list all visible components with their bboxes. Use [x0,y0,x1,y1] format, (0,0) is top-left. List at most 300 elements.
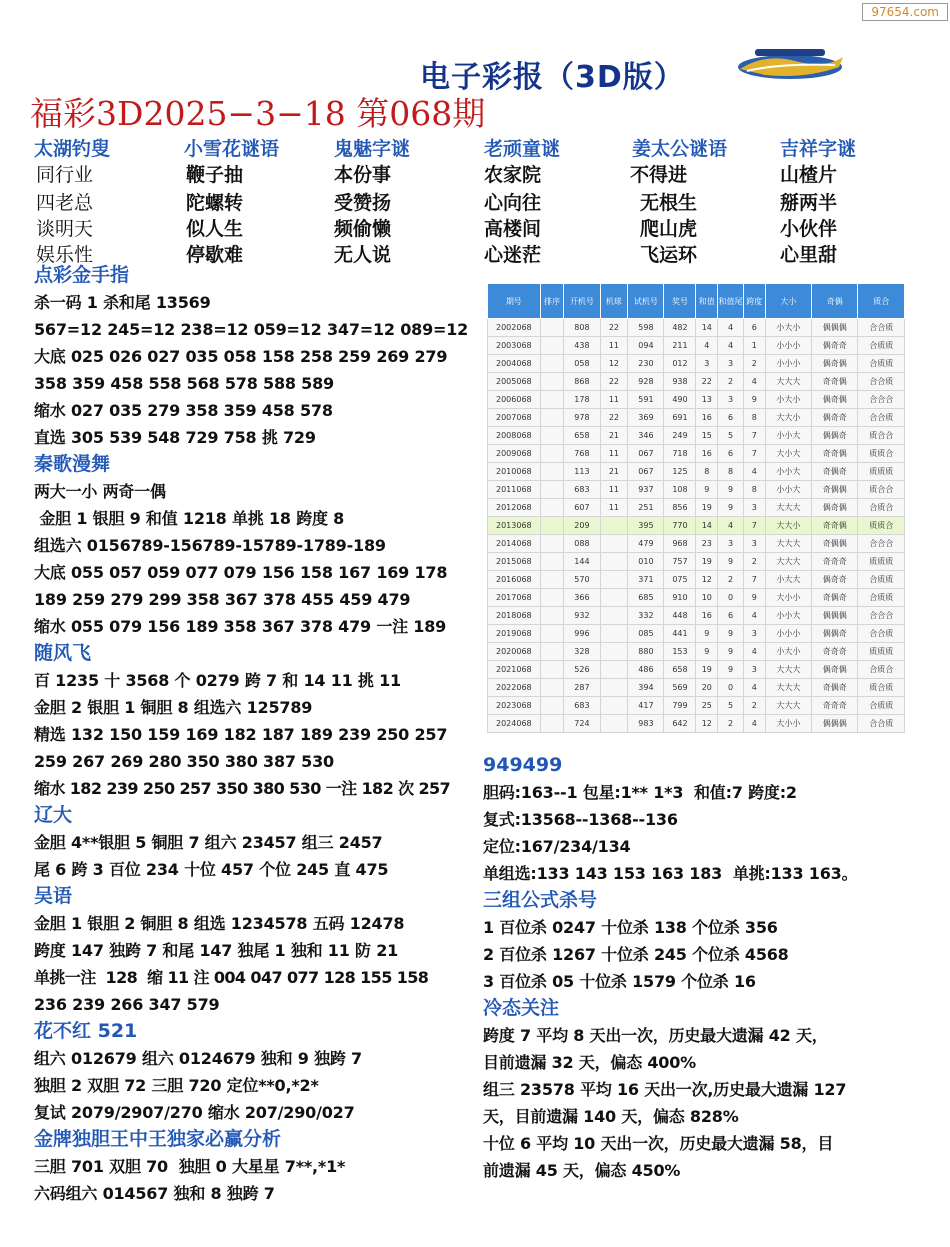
table-cell: 932 [564,607,600,625]
table-cell: 5 [718,427,744,445]
table-cell [600,571,628,589]
history-table [487,283,905,733]
table-cell: 21 [600,427,628,445]
table-cell: 209 [564,517,600,535]
riddle-cell: 鞭子抽 [186,164,244,186]
table-cell: 799 [664,697,696,715]
table-cell: 大小小 [765,715,811,733]
table-cell: 3 [696,355,718,373]
text-line: 跨度 7 平均 8 天出一次，历史最大遗漏 42 天， [483,1026,828,1045]
table-cell: 16 [696,607,718,625]
table-cell: 490 [664,391,696,409]
table-cell: 奇偶奇 [812,589,858,607]
table-cell: 658 [664,661,696,679]
text-line: 组六 012679 组六 0124679 独和 9 独跨 7 [34,1049,362,1068]
table-cell: 小小大 [765,607,811,625]
table-cell: 808 [564,319,600,337]
section-title: 花不红 521 [34,1020,138,1042]
table-cell: 偶奇奇 [812,337,858,355]
table-cell: 757 [664,553,696,571]
riddle-cell: 小伙伴 [780,218,838,240]
table-cell: 683 [564,697,600,715]
text-line: 六码组六 014567 独和 8 独跨 7 [34,1184,275,1203]
table-cell: 928 [628,373,664,391]
table-cell: 2 [718,715,744,733]
table-cell: 770 [664,517,696,535]
table-row [488,463,905,481]
table-row [488,679,905,697]
table-cell: 22 [600,409,628,427]
table-cell [600,625,628,643]
text-line: 目前遗漏 32 天，偏态 400% [483,1053,697,1072]
text-line: 十位 6 平均 10 天出一次，历史最大遗漏 58，目 [483,1134,834,1153]
table-cell: 12 [600,355,628,373]
table-cell: 108 [664,481,696,499]
riddle-cell: 心向往 [484,192,542,214]
table-cell: 6 [718,409,744,427]
table-cell: 856 [664,499,696,517]
table-cell: 2004068 [488,355,541,373]
text-line: 2 百位杀 1267 十位杀 245 个位杀 4568 [483,945,789,964]
table-cell: 526 [564,661,600,679]
table-cell: 奇奇偶 [812,517,858,535]
table-row [488,607,905,625]
text-line: 单挑一注 128 缩 11 注 004 047 077 128 155 158 [34,968,429,987]
section-sui-feng [34,640,474,802]
riddle-header: 鬼魅字谜 [334,138,411,160]
table-cell: 偶偶偶 [812,319,858,337]
text-line: 236 239 266 347 579 [34,995,220,1014]
section-formula-kill [483,887,923,995]
text-line: 缩水 027 035 279 358 359 458 578 [34,401,333,420]
table-cell: 328 [564,643,600,661]
table-cell: 8 [718,463,744,481]
table-cell [540,391,564,409]
section-949499 [483,752,923,887]
table-cell: 1 [743,337,765,355]
table-cell: 346 [628,427,664,445]
riddle-cell: 不得进 [630,164,688,186]
riddle-header: 老顽童谜 [484,138,561,160]
table-cell: 大大大 [765,553,811,571]
table-row [488,445,905,463]
table-cell: 211 [664,337,696,355]
table-cell: 偶奇偶 [812,355,858,373]
table-cell: 奇偶奇 [812,679,858,697]
table-cell [600,517,628,535]
table-cell: 7 [743,571,765,589]
table-cell: 2 [743,697,765,715]
column-header: 跨度 [743,284,765,319]
column-header: 奖号 [664,284,696,319]
table-cell: 10 [696,589,718,607]
column-header: 排序 [540,284,564,319]
paper-title: 电子彩报（3D版） [420,60,685,95]
riddle-cell: 停歇难 [186,244,244,266]
table-cell: 合合质 [858,373,905,391]
section-title: 949499 [483,754,563,776]
column-header: 和值尾 [718,284,744,319]
text-line: 复式:13568--1368--136 [483,810,678,829]
table-cell: 569 [664,679,696,697]
table-row [488,355,905,373]
text-line: 百 1235 十 3568 个 0279 跨 7 和 14 11 挑 11 [34,671,401,690]
table-cell: 19 [696,553,718,571]
table-cell: 3 [743,661,765,679]
table-cell [540,589,564,607]
table-cell: 3 [743,535,765,553]
table-cell [600,607,628,625]
table-cell [600,661,628,679]
table-cell: 880 [628,643,664,661]
section-title: 随风飞 [34,642,92,664]
table-cell: 7 [743,517,765,535]
table-cell: 4 [696,337,718,355]
table-cell: 小大小 [765,391,811,409]
table-cell: 8 [743,409,765,427]
table-cell: 20 [696,679,718,697]
text-line: 独胆 2 双胆 72 三胆 720 定位**0,*2* [34,1076,319,1095]
table-cell: 591 [628,391,664,409]
text-line: 358 359 458 558 568 578 588 589 [34,374,334,393]
table-cell: 16 [696,409,718,427]
table-header-row [488,284,905,319]
table-cell: 9 [696,481,718,499]
table-cell: 2015068 [488,553,541,571]
table-cell: 2002068 [488,319,541,337]
riddle-cell: 心迷茫 [484,244,542,266]
table-cell: 奇偶偶 [812,535,858,553]
table-cell: 12 [696,715,718,733]
table-row [488,391,905,409]
table-cell: 合质质 [858,697,905,715]
riddle-cell: 无根生 [640,192,698,214]
table-cell: 332 [628,607,664,625]
column-header: 开机号 [564,284,600,319]
table-cell: 合质质 [858,337,905,355]
table-cell: 4 [743,373,765,391]
table-cell: 125 [664,463,696,481]
lottery-logo-icon [735,45,845,83]
table-cell: 2019068 [488,625,541,643]
table-row [488,373,905,391]
table-cell: 685 [628,589,664,607]
table-cell: 11 [600,391,628,409]
table-cell: 19 [696,661,718,679]
table-cell: 153 [664,643,696,661]
table-cell: 奇奇奇 [812,553,858,571]
table-cell: 012 [664,355,696,373]
table-cell [540,535,564,553]
table-cell: 大大大 [765,535,811,553]
table-row [488,337,905,355]
table-cell: 12 [696,571,718,589]
riddle-cell: 心里甜 [780,244,838,266]
table-cell: 2016068 [488,571,541,589]
text-line: 直选 305 539 548 729 758 挑 729 [34,428,316,447]
table-cell: 937 [628,481,664,499]
table-cell: 683 [564,481,600,499]
text-line: 尾 6 跨 3 百位 234 十位 457 个位 245 直 475 [34,860,389,879]
table-cell: 3 [743,625,765,643]
table-cell: 067 [628,445,664,463]
riddle-cell: 高楼间 [484,218,542,240]
text-line: 大底 055 057 059 077 079 156 158 167 169 178 [34,563,448,582]
text-line: 精选 132 150 159 169 182 187 189 239 250 257 [34,725,448,744]
section-title: 三组公式杀号 [483,889,598,911]
table-cell [540,715,564,733]
column-header: 机球 [600,284,628,319]
table-cell: 438 [564,337,600,355]
table-row [488,625,905,643]
text-line: 三胆 701 双胆 70 独胆 0 大星星 7**,*1* [34,1157,346,1176]
table-row [488,571,905,589]
table-cell: 371 [628,571,664,589]
table-cell: 4 [743,679,765,697]
column-header: 和值 [696,284,718,319]
table-cell: 合合质 [858,409,905,427]
section-title: 吴语 [34,885,73,907]
table-cell [540,481,564,499]
table-cell [600,715,628,733]
table-cell: 9 [718,553,744,571]
table-cell: 4 [718,319,744,337]
table-cell: 249 [664,427,696,445]
table-cell: 偶奇奇 [812,409,858,427]
table-row [488,481,905,499]
table-cell [540,643,564,661]
section-title: 金牌独胆王中王独家必赢分析 [34,1128,282,1150]
text-line: 组三 23578 平均 16 天出一次,历史最大遗漏 127 [483,1080,847,1099]
text-line: 金胆 2 银胆 1 铜胆 8 组选六 125789 [34,698,313,717]
table-cell: 合质合 [858,499,905,517]
table-cell: 8 [743,481,765,499]
text-line: 两大一小 两奇一偶 [34,482,166,501]
table-cell: 偶偶奇 [812,427,858,445]
riddle-header: 小雪花谜语 [184,138,280,160]
table-cell: 441 [664,625,696,643]
table-cell [600,679,628,697]
table-cell: 合质质 [858,589,905,607]
table-cell: 小小大 [765,481,811,499]
table-cell: 2021068 [488,661,541,679]
table-cell: 2 [743,355,765,373]
table-cell [540,499,564,517]
table-cell [540,571,564,589]
table-cell: 4 [718,517,744,535]
table-cell: 质合质 [858,679,905,697]
table-cell: 合合质 [858,625,905,643]
table-cell: 22 [600,373,628,391]
table-cell: 22 [600,319,628,337]
issue-heading: 福彩3D2025−3−18 第068期 [30,94,486,133]
table-cell: 2005068 [488,373,541,391]
table-cell: 小大小 [765,643,811,661]
table-cell: 8 [696,463,718,481]
section-cold-watch [483,995,923,1184]
table-cell [540,373,564,391]
riddle-header: 太湖钓叟 [34,138,111,160]
table-cell: 合合质 [858,319,905,337]
right-column [483,752,923,1184]
column-header: 奇偶 [812,284,858,319]
table-cell: 质质质 [858,463,905,481]
table-cell: 058 [564,355,600,373]
text-line: 金胆 1 银胆 9 和值 1218 单挑 18 跨度 8 [34,509,345,528]
riddle-cell: 谈明天 [36,218,94,240]
left-column [34,262,474,1207]
table-cell [600,589,628,607]
table-cell: 偶偶偶 [812,607,858,625]
table-cell: 067 [628,463,664,481]
table-cell: 2006068 [488,391,541,409]
riddle-cell: 无人说 [334,244,392,266]
table-cell [540,319,564,337]
table-cell: 合合合 [858,391,905,409]
table-cell: 大小大 [765,445,811,463]
table-cell: 9 [696,643,718,661]
table-cell: 910 [664,589,696,607]
table-row [488,517,905,535]
table-row [488,499,905,517]
table-cell: 4 [743,715,765,733]
text-line: 组选六 0156789-156789-15789-1789-189 [34,536,386,555]
table-cell: 978 [564,409,600,427]
table-row [488,589,905,607]
table-cell: 奇偶偶 [812,481,858,499]
table-cell: 2017068 [488,589,541,607]
table-cell [540,607,564,625]
table-cell: 983 [628,715,664,733]
text-line: 定位:167/234/134 [483,837,631,856]
table-cell: 大大大 [765,499,811,517]
table-cell [540,355,564,373]
table-cell: 9 [696,625,718,643]
table-cell: 094 [628,337,664,355]
table-cell: 偶奇奇 [812,571,858,589]
riddle-cell: 四老总 [36,192,94,214]
table-cell: 691 [664,409,696,427]
table-cell: 奇奇偶 [812,373,858,391]
table-cell: 366 [564,589,600,607]
table-cell: 868 [564,373,600,391]
table-cell: 2008068 [488,427,541,445]
riddle-cell: 频偷懒 [334,218,392,240]
table-cell [540,463,564,481]
table-cell: 938 [664,373,696,391]
table-cell: 2020068 [488,643,541,661]
text-line: 567=12 245=12 238=12 059=12 347=12 089=12 [34,320,469,339]
table-cell [600,697,628,715]
riddle-cell: 受赞扬 [334,192,392,214]
table-cell: 质合合 [858,481,905,499]
table-cell: 大大小 [765,517,811,535]
table-cell: 小小小 [765,337,811,355]
table-cell: 4 [718,337,744,355]
table-cell: 大大大 [765,697,811,715]
table-cell: 大小小 [765,589,811,607]
table-cell: 2024068 [488,715,541,733]
table-cell: 6 [718,445,744,463]
table-cell: 22 [696,373,718,391]
table-row [488,715,905,733]
table-cell: 9 [718,499,744,517]
column-header: 试机号 [628,284,664,319]
table-cell: 小小大 [765,463,811,481]
table-cell: 4 [743,607,765,625]
table-cell: 偶奇偶 [812,391,858,409]
text-line: 金胆 4**银胆 5 铜胆 7 组六 23457 组三 2457 [34,833,383,852]
text-line: 金胆 1 银胆 2 铜胆 8 组选 1234578 五码 12478 [34,914,405,933]
table-cell: 小大小 [765,319,811,337]
table-cell [540,697,564,715]
table-cell: 479 [628,535,664,553]
table-cell: 2012068 [488,499,541,517]
table-cell [540,553,564,571]
table-cell: 质质合 [858,517,905,535]
section-title: 秦歌漫舞 [34,453,111,475]
history-table-body [488,319,905,733]
table-cell: 偶偶偶 [812,715,858,733]
table-cell: 奇奇偶 [812,445,858,463]
text-line: 189 259 279 299 358 367 378 455 459 479 [34,590,411,609]
table-cell: 996 [564,625,600,643]
table-cell [540,445,564,463]
section-liao-da [34,802,474,883]
table-cell: 7 [743,427,765,445]
riddle-header: 吉祥字谜 [780,138,857,160]
table-cell: 2023068 [488,697,541,715]
table-cell: 724 [564,715,600,733]
riddle-cell: 爬山虎 [640,218,698,240]
column-header: 质合 [858,284,905,319]
table-cell: 大大大 [765,661,811,679]
table-cell: 968 [664,535,696,553]
table-cell: 251 [628,499,664,517]
table-cell: 3 [718,535,744,553]
table-cell [540,679,564,697]
table-cell: 6 [718,607,744,625]
table-cell: 2018068 [488,607,541,625]
text-line: 3 百位杀 05 十位杀 1579 个位杀 16 [483,972,756,991]
text-line: 跨度 147 独跨 7 和尾 147 独尾 1 独和 11 防 21 [34,941,399,960]
table-cell: 大大大 [765,373,811,391]
riddle-header: 姜太公谜语 [632,138,728,160]
riddle-cell: 山楂片 [780,164,838,186]
table-cell: 5 [718,697,744,715]
table-cell: 合质质 [858,355,905,373]
table-cell: 6 [743,319,765,337]
table-cell: 质质质 [858,643,905,661]
table-cell: 2011068 [488,481,541,499]
table-cell: 19 [696,499,718,517]
text-line: 259 267 269 280 350 380 387 530 [34,752,334,771]
table-cell: 658 [564,427,600,445]
table-cell: 大大大 [765,679,811,697]
table-cell: 2022068 [488,679,541,697]
table-cell: 合质合 [858,661,905,679]
table-cell: 2009068 [488,445,541,463]
table-cell: 2013068 [488,517,541,535]
section-wu-yu [34,883,474,1018]
table-cell: 2 [718,571,744,589]
table-cell: 570 [564,571,600,589]
text-line: 单组选:133 143 153 163 183 单挑:133 163。 [483,864,858,883]
table-cell [540,661,564,679]
table-cell [600,553,628,571]
table-cell: 369 [628,409,664,427]
table-cell: 14 [696,319,718,337]
